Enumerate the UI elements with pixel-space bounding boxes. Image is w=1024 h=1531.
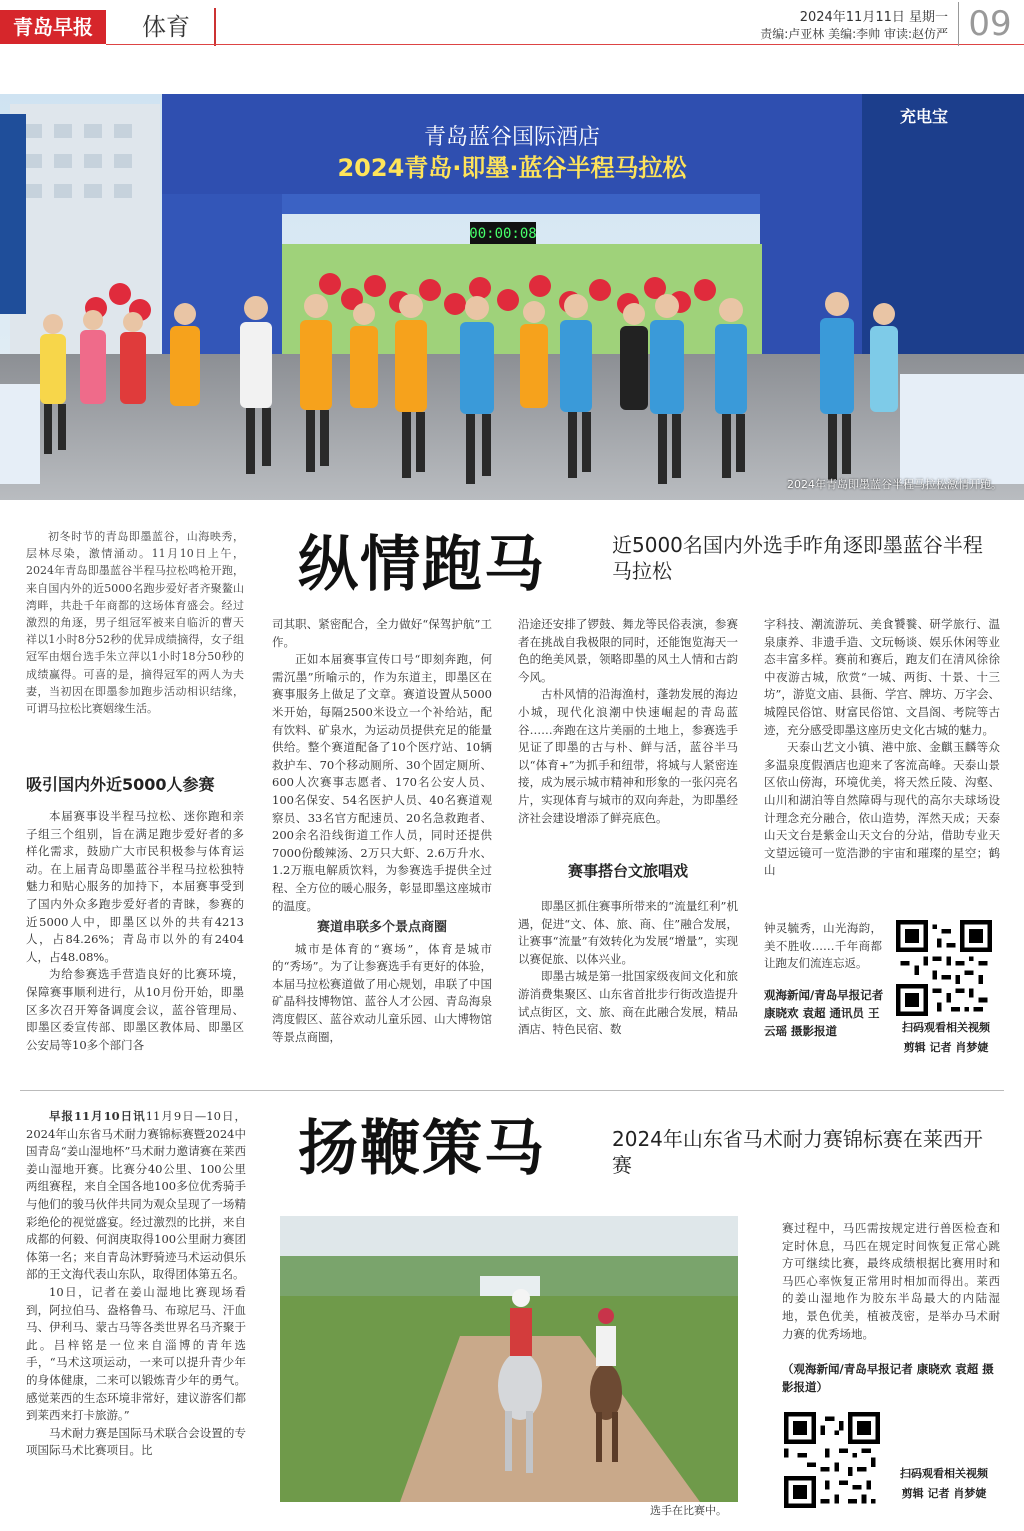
- article1-column-3: [518, 616, 738, 827]
- dateline: 早报11月10日讯: [49, 1109, 146, 1123]
- qr-code-icon[interactable]: [896, 920, 992, 1016]
- article2-byline: （观海新闻/青岛早报记者 康晓欢 袁超 摄影报道）: [782, 1362, 994, 1394]
- page-number: 09: [958, 2, 1021, 46]
- body-paragraph: 钟灵毓秀，山光海韵，美不胜收……千年商都让跑友们流连忘返。: [764, 921, 882, 971]
- banner-hotel-text: 青岛蓝谷国际酒店: [423, 125, 601, 150]
- body-paragraph: 10日，记者在姜山湿地比赛现场看到，阿拉伯马、盎格鲁马、布琼尼马、汗血马、伊利马、蒙古马等各类世界名马齐聚于此。吕梓铭是一位来自淄博的青年选手，“马术这项运动，一来可以提升青少年的身体健康，二来可以锻炼青少年的勇气。感觉莱西的生态环境非常好，建议游客们都到莱西来打卡旅游。”: [26, 1284, 246, 1423]
- qr-caption-text: 扫码观看相关视频: [902, 1021, 990, 1034]
- body-text: 11月9日—10日，2024年山东省马术耐力赛锦标赛暨2024中国青岛“姜山湿地杯”马术耐力邀请赛在莱西姜山湿地开赛。比赛分40公里、100公里两组赛程，来自全国各地100多位优秀骑手与他们的骏马伙伴共同为观众呈现了一场精彩绝伦的视觉盛宴。经过激烈的比拼，来自成都的何毅、何润庚取得100公里耐力赛团体第一名；来自青岛沐野骑迹马术运动俱乐部的王文海代表山东队，取得团体第五名。: [26, 1109, 246, 1282]
- article1-lede: [26, 528, 244, 717]
- article1-column-1: [26, 808, 244, 1054]
- article1-headline: 纵情跑马: [298, 530, 546, 600]
- article2-column-1: [26, 1108, 246, 1460]
- section-name: 体育: [118, 8, 216, 46]
- sponsor-sign-text: 充电宝: [900, 107, 949, 126]
- body-paragraph: 为给参赛选手营造良好的比赛环境，保障赛事顺利进行，从10月份开始，即墨区多次召开筹备调度会议，蓝谷管理局、即墨区委宣传部、即墨区教体局、即墨区公安局等10多个部门各: [26, 967, 244, 1052]
- page-header: [0, 0, 1024, 54]
- qr-caption: [884, 1464, 1004, 1504]
- article2-deck: 2024年山东省马术耐力赛锦标赛在莱西开赛: [612, 1127, 983, 1177]
- article1-column-4: [764, 616, 1000, 880]
- body-paragraph: 即墨区抓住赛事所带来的“流量红利”机遇，促进“文、体、旅、商、住”融合发展，让赛事“流量”有效转化为发展“增量”，实现以赛促旅、以体兴业。: [518, 899, 738, 966]
- body-paragraph: 司其职、紧密配合，全力做好“保驾护航”工作。: [272, 617, 492, 649]
- dateline-paragraph: [26, 1108, 246, 1284]
- qr-caption-text: 扫码观看相关视频: [900, 1467, 988, 1480]
- newspaper-logo: 青岛早报: [0, 10, 106, 44]
- marathon-illustration: [0, 94, 1024, 500]
- photo-caption: 2024年青岛即墨蓝谷半程马拉松激情开跑。: [787, 478, 1002, 491]
- qr-code-graphic: [784, 1412, 880, 1508]
- section-divider: [20, 1090, 1004, 1091]
- body-paragraph: 赛过程中，马匹需按规定进行兽医检查和定时休息，马匹在规定时间恢复正常心跳方可继续比赛，最终成绩根据比赛用时和马匹心率恢复正常用时相加而得出。莱西的姜山湿地作为胶东半岛最大的内陆湿地，景色优美，植被茂密，是举办马术耐力赛的优秀场地。: [782, 1221, 1000, 1341]
- body-paragraph: 正如本届赛事宣传口号“即刻奔跑，何需沉墨”所喻示的，作为东道主，即墨区在赛事服务上做足了文章。赛道设置从5000米开始，每隔2500米设立一个补给站，配有饮料、矿泉水，为运动员提供充足的能量供给。整个赛道配备了10个医疗站、10辆救护车、70个移动厕所、30个固定厕所、600人次赛事志愿者、170名公安人员、100名保安、54名医护人员、40名赛道观察员、33名官方配速员、20名急救跑者、200余名沿线街道工作人员，同时还提供7000份酸辣汤、2万只大虾、2.6万升水、1.2万瓶电解质饮料，为参赛选手提供全过程、全方位的暖心服务，彰显即墨这座城市的温度。: [272, 652, 492, 913]
- banner-race-text: 2024青岛·即墨·蓝谷半程马拉松: [337, 154, 687, 182]
- body-paragraph: 古朴风情的沿海渔村，蓬勃发展的海边小城，现代化浪潮中快速崛起的青岛蓝谷……奔跑在这片美丽的土地上，参赛选手见证了即墨的古与朴、鲜与活，蓝谷半马以“体育+”为抓手和纽带，将城与人紧密连接，成为展示城市精神和形象的一张闪亮名片，实现体育与城市的双向奔赴，为即墨经济社会建设增添了鲜亮底色。: [518, 687, 738, 825]
- body-paragraph: 城市是体育的“赛场”，体育是城市的“秀场”。为了让参赛选手有更好的体验，本届马拉松赛道做了用心规划，串联了中国矿晶科技博物馆、蓝谷人才公园、青岛海泉湾度假区、蓝谷欢动儿童乐园、山大博物馆等景点商圈，: [272, 941, 492, 1044]
- marathon-start-photo: [0, 94, 1024, 500]
- body-paragraph: 即墨古城是第一批国家级夜间文化和旅游消费集聚区、山东省首批步行街改造提升试点街区，文、旅、商在此融合发展，精品酒店、特色民宿、数: [518, 969, 738, 1037]
- qr-code-graphic: [896, 920, 992, 1016]
- lede-paragraph: 初冬时节的青岛即墨蓝谷，山海映秀，层林尽染，激情涌动。11月10日上午，2024年青岛即墨蓝谷半程马拉松鸣枪开跑，来自国内外的近5000名跑步爱好者齐聚鳌山湾畔，共赴千年商都的这场体育盛会。经过激烈的角逐，男子组冠军被来自临沂的曹天祥以1小时8分52秒的优异成绩摘得，女子组冠军由烟台选手朱立萍以1小时18分50秒的成绩赢得。可喜的是，摘得冠军的两人为夫妻，当初因在即墨参加跑步活动相识结缘，可谓马拉松比赛姻缘生活。: [26, 530, 244, 716]
- body-paragraph: 字科技、潮流游玩、美食饕餮、研学旅行、温泉康养、非遗手造、文玩畅谈、娱乐休闲等业态丰富多样。赛前和赛后，跑友们在清风徐徐中夜游古城，欣赏“一城、两街、十景、十三坊”，游览文庙、县衙、学宫、牌坊、万字会、城隍民俗馆、财富民俗馆、文昌阁、考院等古迹，充分感受即墨这座历史文化古城的魅力。: [764, 617, 1000, 737]
- photo2-caption: 选手在比赛中。: [650, 1504, 727, 1517]
- issue-date: 2024年11月11日 星期一: [799, 10, 948, 25]
- article1-deck: 近5000名国内外选手昨角逐即墨蓝谷半程马拉松: [612, 533, 983, 583]
- qr-code-icon[interactable]: [784, 1412, 880, 1508]
- article1-subhead-participants: 吸引国内外近5000人参赛: [26, 775, 215, 794]
- subhead-route: 赛道串联多个景点商圈: [316, 920, 447, 936]
- qr-credit-text: 剪辑 记者 肖梦婕: [901, 1487, 987, 1500]
- editor-credits: 责编:卢亚林 美编:李帅 审读:赵仿严: [760, 27, 948, 41]
- body-paragraph: 马术耐力赛是国际马术联合会设置的专项国际马术比赛项目。比: [26, 1425, 246, 1458]
- horse-race-photo: [280, 1216, 738, 1502]
- header-rule: [106, 44, 1024, 45]
- article2-headline: 扬鞭策马: [298, 1114, 546, 1184]
- horse-race-illustration: [280, 1216, 738, 1502]
- article2-column-3: [782, 1220, 1000, 1343]
- article1-byline: 观海新闻/青岛早报记者 康晓欢 袁超 通讯员 王云瑶 摄影报道: [764, 988, 884, 1038]
- article1-column-2: [272, 616, 492, 1046]
- article1-subhead-tourism: 赛事搭台文旅唱戏: [567, 862, 688, 880]
- qr-credit-text: 剪辑 记者 肖梦婕: [903, 1041, 989, 1054]
- article1-column-3b: [518, 898, 738, 1039]
- body-paragraph: 本届赛事设半程马拉松、迷你跑和亲子组三个组别，旨在满足跑步爱好者的多样化需求，鼓励广大市民积极参与体育运动。在上届青岛即墨蓝谷半程马拉松独特魅力和贴心服务的加持下，本届赛事受到了国内外众多跑步爱好者的青睐，参赛的近5000人中，即墨区以外的共有4213人，占84.26%；青岛市以外的有2404人，占48.08%。: [26, 809, 244, 964]
- qr-caption: [886, 1018, 1006, 1058]
- body-paragraph: 沿途还安排了锣鼓、舞龙等民俗表演，参赛者在挑战自我极限的同时，还能饱览海天一色的绝美风景，领略即墨的风土人情和古韵今风。: [518, 617, 738, 684]
- race-clock: 00:00:08: [469, 226, 537, 242]
- article1-column-4-tail: [764, 920, 882, 973]
- body-paragraph: 天泰山艺文小镇、港中旅、金麒玉麟等众多温泉度假酒店也迎来了客流高峰。天泰山景区依山傍海，环境优美，将天然丘陵、沟壑、山川和湖泊等自然障碍与现代的高尔夫球场设计理念充分融合，依山造势，浑然天成；天泰山天文台是紫金山天文台的分站，借助专业天文望远镜可一览浩渺的宇宙和璀璨的星空；鹤山: [764, 740, 1000, 878]
